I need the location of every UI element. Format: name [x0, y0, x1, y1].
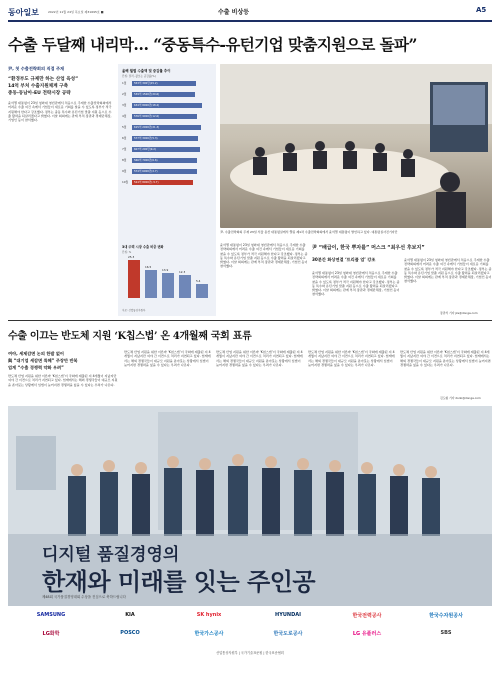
share-value-label: 25.3	[128, 254, 135, 259]
main-subheads	[8, 76, 114, 97]
right-article-text: 윤석열 대통령이 23일 청와대 영빈관에서 처음으로 주재한 수출전략회의에서 어려운 수출 여건 속에서 기업들이 새로운 기회를 찾을 수 있도록 정부가 적극 지원해야 한다고 강조했다. 정부는 중동 특수와 유턴기업 맞춤 지원 등으로 수출 활력을 되살리겠다고 밝혔다. 이날 회의에는 관계 부처 장관과 경제단체장, 기업인 등이 참석했다.	[312, 271, 400, 297]
ad-subtext: 제48회 국가품질경영대회 수상을 진심으로 축하드립니다	[42, 595, 126, 599]
photo-caption: 尹, 수출전략회의 주재 23일 서울 용산 대통령실에서 열린 제1차 수출전략회의에서 윤석열 대통령이 발언하고 있다. 대통령실사진기자단	[220, 230, 398, 234]
main-headline: 수출 두달째 내리막… “중동특수-유턴기업 맞춤지원으로 돌파”	[8, 35, 417, 54]
bar-month-label: 6월	[122, 136, 127, 140]
bar-month-label: 2월	[122, 92, 127, 96]
page-number: A5	[476, 6, 487, 14]
sponsor-logo: SAMSUNG	[36, 612, 66, 618]
bar-value-label: 566억 7000만(6.6)	[134, 159, 158, 162]
section-divider	[8, 320, 492, 321]
photo-article-text: 윤석열 대통령이 23일 청와대 영빈관에서 처음으로 주재한 수출전략회의에서 어려운 수출 여건 속에서 기업들이 새로운 기회를 찾을 수 있도록 정부가 적극 지원해야 한다고 강조했다. 정부는 중동 특수와 유턴기업 맞춤 지원 등으로 수출 활력을 되살리겠다고 밝혔다. 이날 회의에는 관계 부처 장관과 경제단체장, 기업인 등이 참석했다.	[220, 243, 308, 269]
sponsor-logo: 한국도로공사	[273, 630, 303, 637]
bar-row	[122, 102, 212, 111]
main-body-text: 윤석열 대통령이 23일 청와대 영빈관에서 처음으로 주재한 수출전략회의에서 어려운 수출 여건 속에서 기업들이 새로운 기회를 찾을 수 있도록 정부가 적극 지원해야 한다고 강조했다. 정부는 중동 특수와 유턴기업 맞춤 지원 등으로 수출 활력을 되살리겠다고 밝혔다. 이날 회의에는 관계 부처 장관과 경제단체장, 기업인 등이 참석했다.	[8, 101, 112, 123]
subhead: “환경부도 규제만 하는 산업 육성”	[8, 77, 79, 82]
sponsor-logo: 한국가스공사	[194, 630, 224, 637]
bar-value-label: 577억 3000만(5.3)	[134, 137, 158, 140]
subhead: 업계 “수출 경쟁력 약화 우려”	[8, 365, 64, 370]
right-article-text-2: 윤석열 대통령이 23일 청와대 영빈관에서 처음으로 주재한 수출전략회의에서 어려운 수출 여건 속에서 기업들이 새로운 기회를 찾을 수 있도록 정부가 적극 지원해야 한다고 강조했다. 정부는 중동 특수와 유턴기업 맞춤 지원 등으로 수출 활력을 되살리겠다고 밝혔다. 이날 회의에는 관계 부처 장관과 경제단체장, 기업인 등이 참석했다.	[404, 258, 492, 284]
sponsor-logo: 한국수자원공사	[429, 612, 463, 619]
share-value-label: 5.4	[196, 278, 201, 283]
second-headline: 수출 이끄는 반도체 지원 ‘K칩스법’ 온 4개월째 국회 표류	[8, 331, 252, 342]
subhead: 중동-동남아-EU 전략시장 공략	[8, 91, 71, 96]
bar-row	[122, 146, 212, 155]
ad-logo-row-1	[14, 608, 486, 624]
sponsor-logo: KIA	[125, 612, 135, 618]
bar-value-label: 524억 8000만(-5.7)	[134, 181, 159, 184]
bar-month-label: 8월	[122, 158, 127, 162]
header-rule	[8, 20, 492, 22]
section-label: 수출 비상등	[218, 9, 250, 16]
bar-value-label: 576억 9000만(12.6)	[134, 115, 160, 118]
share-bar	[179, 275, 191, 298]
bar-month-label: 9월	[122, 169, 127, 173]
second-byline: 김도형 기자 dodo@donga.com	[440, 396, 481, 400]
sponsor-logo: SBS	[440, 630, 452, 636]
share-value-label: 13.9	[162, 268, 169, 273]
bar-month-label: 7월	[122, 147, 127, 151]
main-kicker: 尹, 첫 수출전략회의 직접 주재	[8, 66, 65, 71]
chart-title: 올해 월별 수출액 및 증감률 추이	[122, 69, 171, 73]
bar-month-label: 5월	[122, 125, 127, 129]
share-value-label: 12.3	[179, 270, 186, 275]
meeting-photo-illustration	[220, 64, 492, 228]
second-text-col4: 반도체 산업 지원을 위한 이른바 ‘K칩스법’이 국회에 제출된 지 4개월이 지났지만 여야 간 이견으로 처리가 지연되고 있다. 업계에서는 해외 경쟁국들이 대규모 지원을 쏟아붓는 상황에서 입법이 늦어지면 경쟁력을 잃을 수 있다는 우려가 나온다.	[308, 350, 395, 367]
bar-row	[122, 113, 212, 122]
masthead: 동아일보	[8, 7, 39, 17]
second-text-col2: 반도체 산업 지원을 위한 이른바 ‘K칩스법’이 국회에 제출된 지 4개월이 지났지만 여야 간 이견으로 처리가 지연되고 있다. 업계에서는 해외 경쟁국들이 대규모 지원을 쏟아붓는 상황에서 입법이 늦어지면 경쟁력을 잃을 수 있다는 우려가 나온다.	[124, 350, 211, 367]
sponsor-logo: SK hynix	[196, 612, 222, 618]
second-subheads	[8, 350, 118, 371]
sponsor-logo: LG 유플러스	[352, 630, 382, 637]
bar-value-label: 634억 8000만(18.2)	[134, 104, 160, 107]
right-kicker: 尹 “배급이, 한국 뿌자를” 머스크 “최우선 후보지”	[312, 245, 425, 251]
sponsor-logo: 한국전력공사	[352, 612, 382, 619]
bar-row	[122, 168, 212, 177]
bar-value-label: 553억 300만(15.2)	[134, 82, 158, 85]
bar-month-label: 4월	[122, 114, 127, 118]
bar-value-label: 574억 6000만(2.7)	[134, 170, 158, 173]
bar-row	[122, 80, 212, 89]
bar-chart	[122, 80, 212, 192]
second-body-text: 반도체 산업 지원을 위한 이른바 ‘K칩스법’이 국회에 제출된 지 4개월이 지났지만 여야 간 이견으로 처리가 지연되고 있다. 업계에서는 해외 경쟁국들이 대규모 지원을 쏟아붓는 상황에서 입법이 늦어지면 경쟁력을 잃을 수 있다는 우려가 나온다.	[8, 374, 118, 387]
ad-headline-1: 디지털 품질경영의	[42, 545, 180, 565]
bar-value-label: 607억 200만(9.2)	[134, 148, 156, 151]
chart-source: 자료: 산업통상자원부	[122, 309, 146, 312]
share-bar	[128, 260, 140, 298]
bar-month-label: 1월	[122, 81, 127, 85]
chart2-unit: 단위: %	[122, 251, 132, 254]
dateline: 2022년 11월 24일 목요일 제31695호 ■	[48, 10, 104, 14]
bar-row	[122, 157, 212, 166]
subhead: 與 “대기업 세감면 특혜” 주장만 반복	[8, 358, 78, 363]
bar-row	[122, 124, 212, 133]
share-bar	[196, 284, 208, 298]
bar-value-label: 615억 2000만(21.3)	[134, 126, 160, 129]
ad-logo-row-2	[14, 626, 486, 642]
ad-headline-2: 한재와 미래를 잇는 주인공	[42, 568, 316, 596]
subhead: 여야, 세제감면 논의 한발 없어	[8, 351, 64, 356]
right-subhead: 30분간 화상연결 ‘트리플 업’ 강조	[312, 257, 376, 262]
second-text-col5: 반도체 산업 지원을 위한 이른바 ‘K칩스법’이 국회에 제출된 지 4개월이 지났지만 여야 간 이견으로 처리가 지연되고 있다. 업계에서는 해외 경쟁국들이 대규모 지원을 쏟아붓는 상황에서 입법이 늦어지면 경쟁력을 잃을 수 있다는 우려가 나온다.	[400, 350, 491, 367]
bar-month-label: 3월	[122, 103, 127, 107]
subhead: 14억 부처 수출지원체계 구축	[8, 84, 69, 89]
ad-footer: 산업통상자원부 | 국가기술표준원 | 한국표준협회	[216, 651, 284, 655]
sponsor-logo: LG화학	[42, 630, 60, 637]
second-text-col3: 반도체 산업 지원을 위한 이른바 ‘K칩스법’이 국회에 제출된 지 4개월이 지났지만 여야 간 이견으로 처리가 지연되고 있다. 업계에서는 해외 경쟁국들이 대규모 지원을 쏟아붓는 상황에서 입법이 늦어지면 경쟁력을 잃을 수 있다는 우려가 나온다.	[216, 350, 303, 367]
bar-row	[122, 179, 212, 188]
share-bar	[162, 273, 174, 298]
share-bar	[145, 270, 157, 298]
share-value-label: 16.5	[145, 265, 152, 270]
chart-box	[118, 64, 216, 316]
sponsor-logo: POSCO	[120, 630, 140, 636]
chart-unit: 단위: 달러, 괄호는 증감률(%)	[122, 75, 156, 78]
bar-value-label: 539억 1500만(20.6)	[134, 93, 160, 96]
bar-row	[122, 91, 212, 100]
share-chart	[122, 256, 212, 304]
chart2-title: 3대 주력 시장 수출 비중 변화	[122, 245, 164, 249]
bar-row	[122, 135, 212, 144]
advertisement	[8, 406, 492, 681]
bar-month-label: 10월	[122, 180, 129, 184]
sponsor-logo: HYUNDAI	[275, 612, 301, 618]
meeting-photo	[220, 64, 492, 228]
right-byline: 장관석 기자 jks@donga.com	[440, 311, 478, 315]
